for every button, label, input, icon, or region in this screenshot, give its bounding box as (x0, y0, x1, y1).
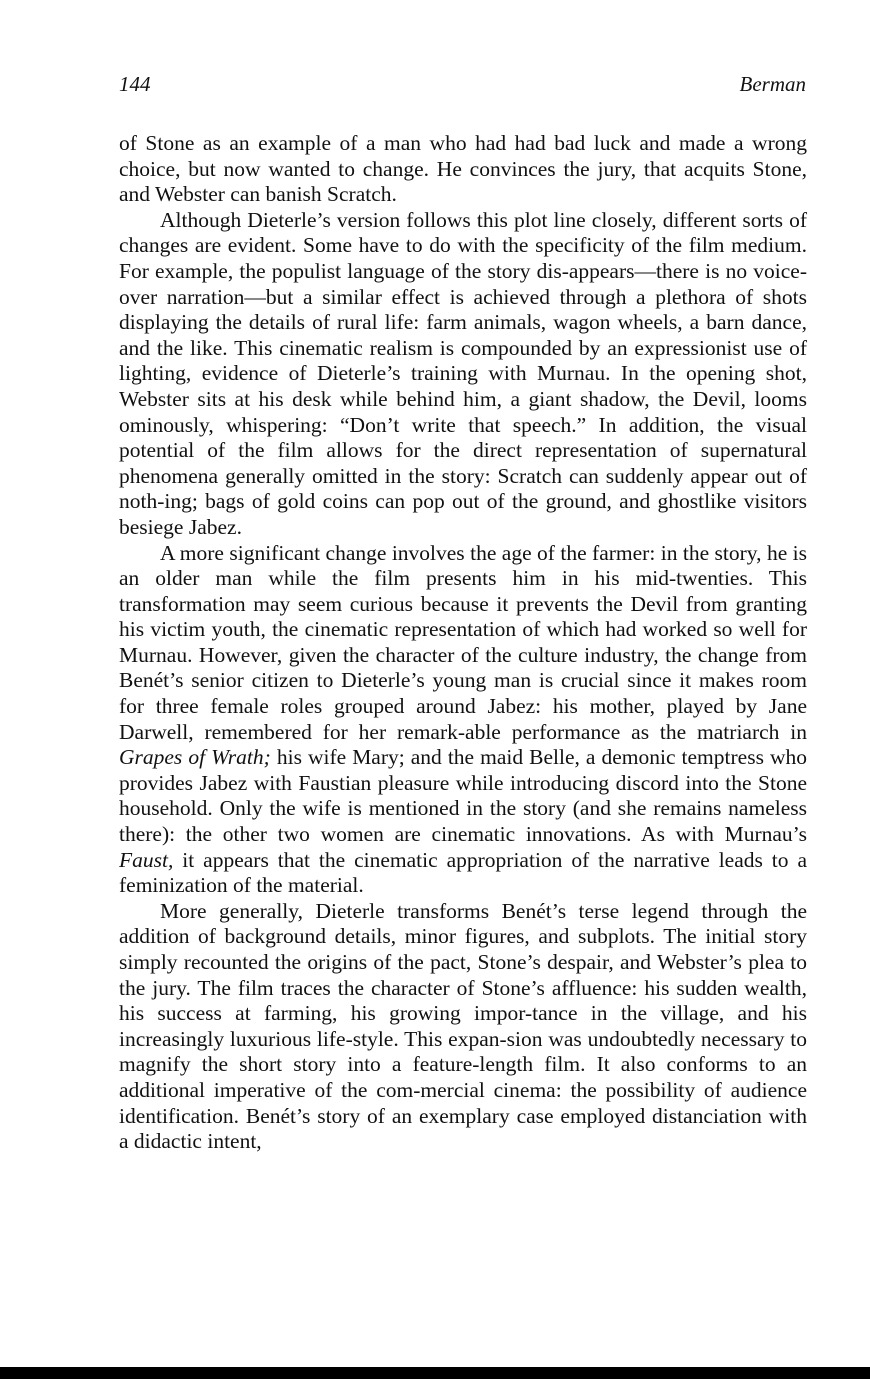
book-title-grapes-of-wrath: Grapes of Wrath; (119, 745, 271, 770)
running-head-author: Berman (739, 72, 806, 96)
scan-edge-bar (0, 1367, 870, 1379)
body-text (119, 131, 807, 1155)
paragraph-4 (119, 899, 807, 1155)
paragraph-3 (119, 541, 807, 899)
text-run: it appears that the cinematic appropriation of the narrative leads to a feminization of the material. (119, 847, 807, 898)
text-run: A more significant change involves the age of the farmer: in the story, he is an older man while the film presents him in his mid-twenties. This transformation may seem curious because it prevents the Devil from granting his victim youth, the cinematic representation of which had worked so well for Murnau. However, given the character of the culture industry, the change from Benét’s senior citizen to Dieterle’s young man is crucial since it makes room for three female roles grouped around Jabez: his mother, played by Jane Darwell, remembered for her remark-able performance as the matriarch in (119, 540, 807, 744)
paragraph-2 (119, 208, 807, 541)
paragraph-1 (119, 131, 807, 208)
film-title-faust: Faust, (119, 847, 174, 872)
running-head (119, 72, 806, 106)
page-number: 144 (119, 72, 151, 96)
text-run: Although Dieterle’s version follows this plot line closely, different sorts of changes are evident. Some have to do with the specificity of the film medium. For example, the populist language of the story dis-appears—there is no voice-over narration—but a similar effect is achieved through a plethora of shots displaying the details of rural life: farm animals, wagon wheels, a barn dance, and the like. This cinematic realism is compounded by an expressionist use of lighting, evidence of Dieterle’s training with Murnau. In the opening shot, Webster sits at his desk while behind him, a giant shadow, the Devil, looms ominously, whispering: “Don’t write that speech.” In addition, the visual potential of the film allows for the direct representation of supernatural phenomena generally omitted in the story: Scratch can suddenly appear out of noth-ing; bags of gold coins can pop out of the ground, and ghostlike visitors besiege Jabez. (119, 207, 807, 539)
text-run: his wife Mary; and the maid Belle, a demonic temptress who provides Jabez with Faustian pleasure while introducing discord into the Stone household. Only the wife is mentioned in the story (and she remains nameless there): the other two women are cinematic innovations. As with Murnau’s (119, 745, 807, 847)
text-run: of Stone as an example of a man who had had bad luck and made a wrong choice, but now wanted to change. He convinces the jury, that acquits Stone, and Webster can banish Scratch. (119, 131, 807, 207)
text-run: More generally, Dieterle transforms Benét’s terse legend through the addition of background details, minor figures, and subplots. The initial story simply recounted the origins of the pact, Stone’s despair, and Webster’s plea to the jury. The film traces the character of Stone’s affluence: his sudden wealth, his success at farming, his growing impor-tance in the village, and his increasingly luxurious life-style. This expan-sion was undoubtedly necessary to magnify the short story into a feature-length film. It also conforms to an additional imperative of the com-mercial cinema: the possibility of audience identification. Benét’s story of an exemplary case employed distanciation with a didactic intent, (119, 898, 807, 1154)
